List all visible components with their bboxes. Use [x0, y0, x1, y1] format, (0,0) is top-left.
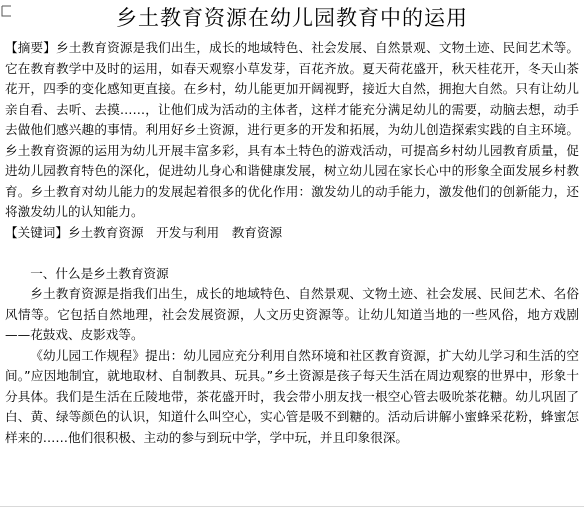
page-bottom-divider: [0, 506, 584, 507]
section-heading: 一、什么是乡土教育资源: [17, 265, 169, 281]
body-paragraph-2: 《幼儿园工作规程》提出：幼儿园应充分利用自然环境和社区教育资源，扩大幼儿学习和生活的空间。”应因地制宜，就地取材、自制教具、玩具。”乡土资源是孩子每天生活在周边观察的世界中，形象十分具体。我们是生活在丘陵地带，茶花盛开时，我会带小朋友找一根空心管去吸吮茶花糖。幼儿巩固了白、黄、绿等颜色的认识，知道什么叫空心，实心管是吸不到糖的。活动后讲解小蜜蜂采花粉，蜂蜜怎样来的……他们很积极、主动的参与到玩中学，学中玩，并且印象很深。: [5, 347, 579, 445]
abstract-paragraph: 【摘要】乡土教育资源是我们出生，成长的地域特色、社会发展、自然景观、文物土迹、民间艺术等。它在教育教学中及时的运用，如春天观察小草发芽，百花齐放。夏天荷花盛开，秋天桂花开，冬天山茶花开，四季的变化感知更直接。在乡村，幼儿能更加开阔视野，接近大自然，拥抱大自然。只有让幼儿亲自看、去听、去摸……，让他们成为活动的主体者，这样才能充分满足幼儿的需要，动脑去想，动手去做他们感兴趣的事情。利用好乡土资源，进行更多的开发和拓展，为幼儿创造探索实践的自主环境。乡土教育资源的运用为幼儿开展丰富多彩，具有本土特色的游戏活动，可提高乡村幼儿园教育质量，促进幼儿园教育特色的深化，促进幼儿身心和谐健康发展，树立幼儿园在家长心中的形象全面发展乡村教育。乡土教育对幼儿能力的发展起着很多的优化作用：激发幼儿的动手能力，激发他们的创新能力，还将激发幼儿的认知能力。: [5, 40, 579, 219]
keywords-line: [5, 223, 579, 244]
body-paragraph-1: 乡土教育资源是指我们出生，成长的地域特色、自然景观、文物土迹、社会发展、民间艺术、名俗风情等。它包括自然地理，社会发展资源，人文历史资源等。让幼儿知道当地的一些风俗，地方戏剧——花鼓戏、皮影戏等。: [5, 286, 579, 342]
document-body: [5, 38, 579, 448]
document-title: 乡土教育资源在幼儿园教育中的运用: [116, 6, 468, 30]
blank-line: [5, 243, 579, 264]
keywords-text: 【关键词】乡土教育资源 开发与利用 教育资源: [5, 224, 283, 240]
